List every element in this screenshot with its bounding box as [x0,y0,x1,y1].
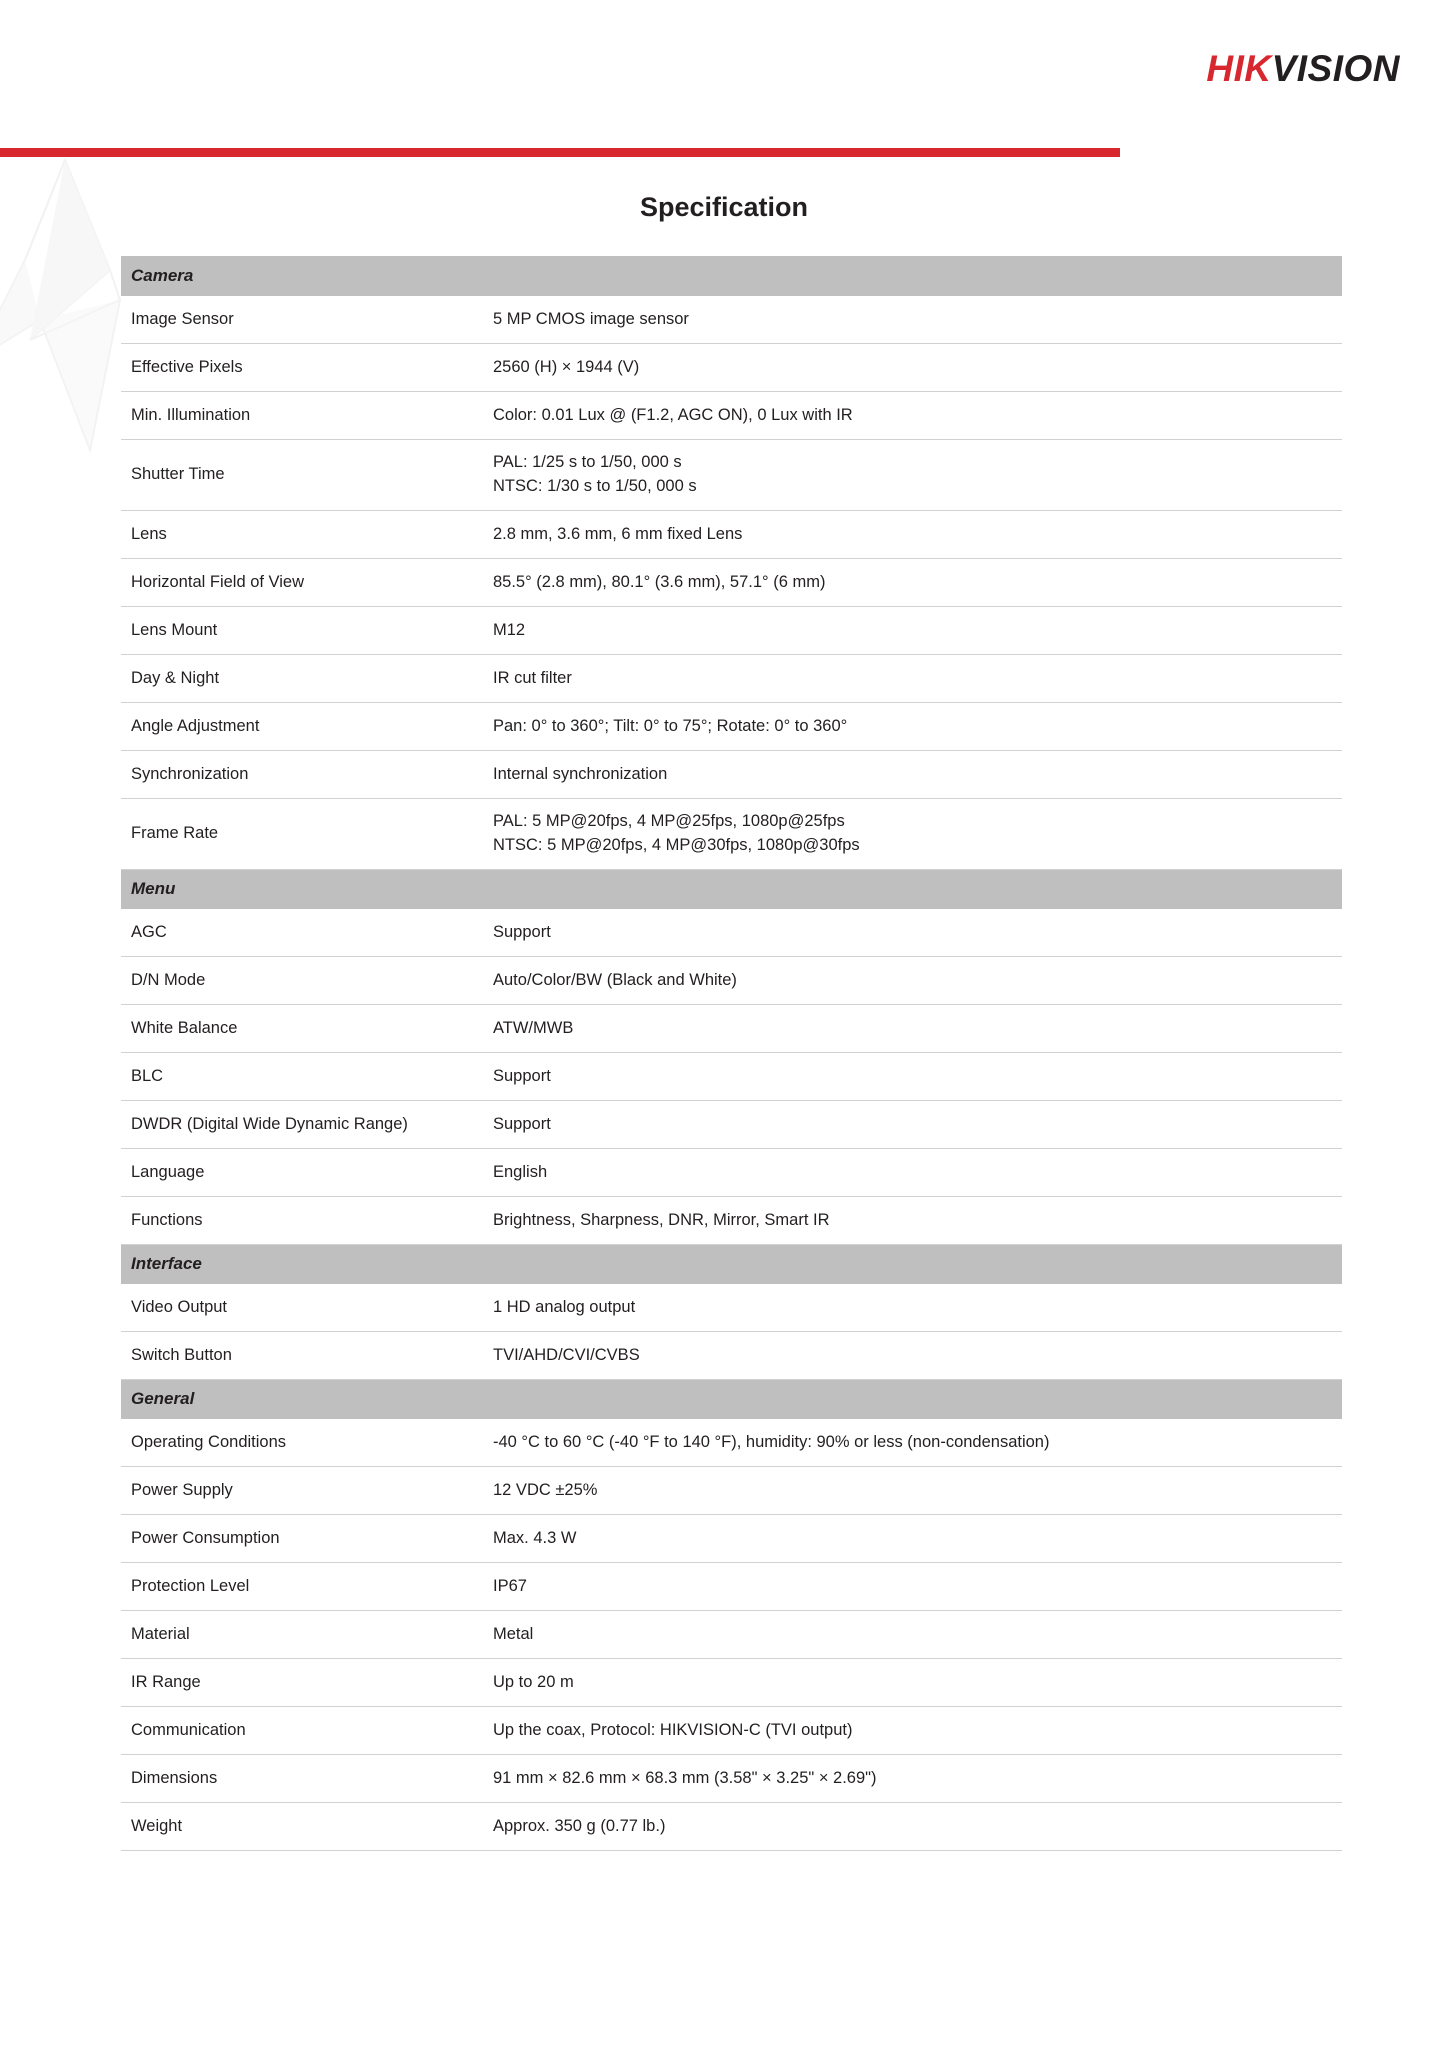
spec-value-line: 2560 (H) × 1944 (V) [493,357,640,376]
spec-label: Power Supply [121,1467,483,1515]
page-header [0,0,1448,160]
spec-row [121,1101,1342,1149]
spec-value [483,1332,1342,1380]
spec-label: Material [121,1611,483,1659]
spec-row [121,1332,1342,1380]
spec-value-line: Support [493,1114,551,1133]
spec-value [483,392,1342,440]
spec-row [121,511,1342,559]
spec-value [483,1803,1342,1851]
spec-row [121,1755,1342,1803]
section-header-row [121,257,1342,296]
spec-value-line: Max. 4.3 W [493,1528,577,1547]
spec-row [121,1005,1342,1053]
section-header-row [121,1380,1342,1419]
spec-value-line: Internal synchronization [493,764,668,783]
header-divider-white [1120,148,1448,157]
spec-row [121,1419,1342,1467]
spec-label: Angle Adjustment [121,703,483,751]
spec-label: Power Consumption [121,1515,483,1563]
spec-label: AGC [121,909,483,957]
spec-value [483,1419,1342,1467]
spec-row [121,440,1342,511]
section-header-row [121,1245,1342,1284]
spec-row [121,1659,1342,1707]
spec-label: D/N Mode [121,957,483,1005]
spec-row [121,1149,1342,1197]
spec-row [121,607,1342,655]
spec-value-line: Support [493,1066,551,1085]
spec-value-line: IP67 [493,1576,527,1595]
spec-value-line: Up the coax, Protocol: HIKVISION-C (TVI output) [493,1720,853,1739]
spec-label: BLC [121,1053,483,1101]
spec-value [483,1707,1342,1755]
spec-row [121,1707,1342,1755]
spec-value [483,799,1342,870]
spec-label: IR Range [121,1659,483,1707]
spec-value [483,909,1342,957]
spec-value [483,1755,1342,1803]
spec-row [121,1467,1342,1515]
spec-label: Horizontal Field of View [121,559,483,607]
logo-text-vision: VISION [1271,48,1400,89]
spec-label: Lens Mount [121,607,483,655]
spec-label: DWDR (Digital Wide Dynamic Range) [121,1101,483,1149]
spec-value [483,440,1342,511]
spec-value-line: Brightness, Sharpness, DNR, Mirror, Smart IR [493,1210,830,1229]
specification-table [121,256,1342,1851]
spec-value-line: English [493,1162,548,1181]
specification-table-body [121,257,1342,1851]
spec-value-line: NTSC: 5 MP@20fps, 4 MP@30fps, 1080p@30fps [493,836,860,854]
spec-value-line: NTSC: 1/30 s to 1/50, 000 s [493,477,697,495]
spec-label: Shutter Time [121,440,483,511]
spec-value [483,1515,1342,1563]
spec-row [121,655,1342,703]
spec-value-line: Metal [493,1624,534,1643]
spec-label: Frame Rate [121,799,483,870]
spec-value-line: 91 mm × 82.6 mm × 68.3 mm (3.58" × 3.25" × 2.69") [493,1768,877,1787]
spec-value-line: Up to 20 m [493,1672,574,1691]
logo-text-hik: HIK [1206,48,1272,89]
spec-value [483,1467,1342,1515]
spec-value-line: 12 VDC ±25% [493,1480,598,1499]
spec-value-line: PAL: 1/25 s to 1/50, 000 s [493,453,682,472]
spec-row [121,344,1342,392]
spec-value-line: -40 °C to 60 °C (-40 °F to 140 °F), humidity: 90% or less (non-condensation) [493,1432,1050,1451]
spec-value-line: M12 [493,620,526,639]
spec-label: Video Output [121,1284,483,1332]
spec-row [121,296,1342,344]
spec-label: Operating Conditions [121,1419,483,1467]
spec-value [483,957,1342,1005]
spec-value-line: 85.5° (2.8 mm), 80.1° (3.6 mm), 57.1° (6 mm) [493,572,826,591]
spec-label: Language [121,1149,483,1197]
spec-value [483,511,1342,559]
spec-value [483,1005,1342,1053]
spec-label: Functions [121,1197,483,1245]
spec-row [121,957,1342,1005]
spec-row [121,559,1342,607]
spec-row [121,1053,1342,1101]
spec-value [483,1149,1342,1197]
section-header-label: Interface [121,1245,1342,1284]
spec-value-line: 1 HD analog output [493,1297,636,1316]
spec-row [121,751,1342,799]
spec-value [483,559,1342,607]
spec-label: Lens [121,511,483,559]
spec-value [483,655,1342,703]
section-header-label: General [121,1380,1342,1419]
spec-value [483,1611,1342,1659]
spec-row [121,1803,1342,1851]
spec-value [483,1563,1342,1611]
spec-value [483,1053,1342,1101]
spec-row [121,909,1342,957]
spec-value-line: ATW/MWB [493,1018,574,1037]
spec-row [121,1197,1342,1245]
spec-row [121,1515,1342,1563]
spec-row [121,1563,1342,1611]
spec-row [121,703,1342,751]
spec-label: Dimensions [121,1755,483,1803]
spec-label: Effective Pixels [121,344,483,392]
spec-value [483,296,1342,344]
spec-label: Weight [121,1803,483,1851]
spec-row [121,1611,1342,1659]
spec-label: Switch Button [121,1332,483,1380]
spec-value [483,1197,1342,1245]
spec-value [483,751,1342,799]
spec-value [483,1284,1342,1332]
spec-row [121,392,1342,440]
spec-value [483,1659,1342,1707]
spec-label: Communication [121,1707,483,1755]
spec-label: Min. Illumination [121,392,483,440]
hikvision-logo [1206,48,1400,90]
spec-value-line: TVI/AHD/CVI/CVBS [493,1345,640,1364]
spec-value-line: Approx. 350 g (0.77 lb.) [493,1816,666,1835]
section-header-row [121,870,1342,909]
header-divider [0,148,1448,157]
spec-value-line: Pan: 0° to 360°; Tilt: 0° to 75°; Rotate: 0° to 360° [493,716,848,735]
spec-value-line: 2.8 mm, 3.6 mm, 6 mm fixed Lens [493,524,743,543]
spec-label: White Balance [121,1005,483,1053]
spec-row [121,1284,1342,1332]
spec-label: Protection Level [121,1563,483,1611]
spec-value-line: Auto/Color/BW (Black and White) [493,970,737,989]
spec-value-line: IR cut filter [493,668,572,687]
spec-value [483,1101,1342,1149]
spec-label: Synchronization [121,751,483,799]
spec-label: Image Sensor [121,296,483,344]
spec-label: Day & Night [121,655,483,703]
header-divider-red [0,148,1120,157]
spec-value-line: Support [493,922,551,941]
section-header-label: Camera [121,257,1342,296]
page-title: Specification [639,192,809,222]
spec-value [483,703,1342,751]
spec-value-line: PAL: 5 MP@20fps, 4 MP@25fps, 1080p@25fps [493,812,845,831]
spec-row [121,799,1342,870]
spec-value [483,607,1342,655]
spec-value [483,344,1342,392]
spec-value-line: 5 MP CMOS image sensor [493,309,689,328]
section-header-label: Menu [121,870,1342,909]
spec-value-line: Color: 0.01 Lux @ (F1.2, AGC ON), 0 Lux with IR [493,405,853,424]
